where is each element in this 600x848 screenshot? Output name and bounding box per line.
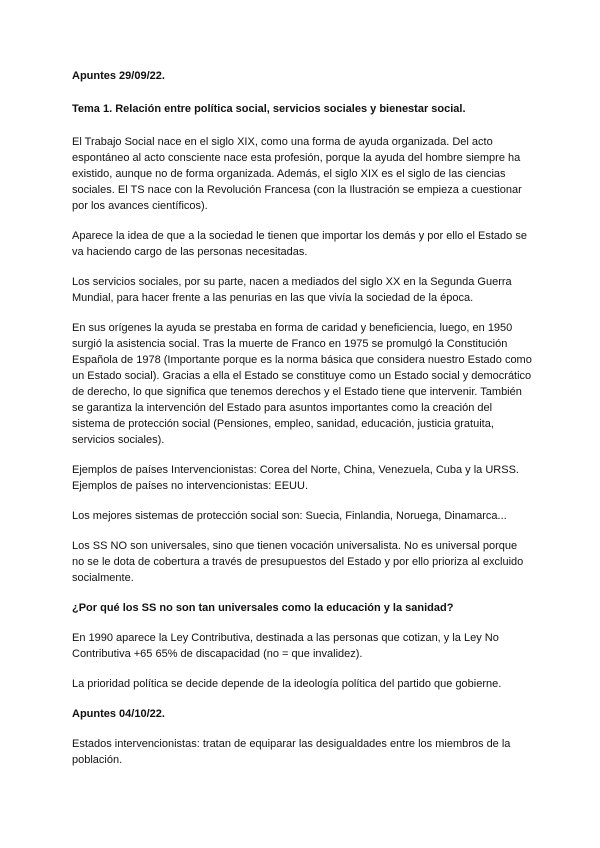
- paragraph-origin-social-work: El Trabajo Social nace en el siglo XIX, como una forma de ayuda organizada. Del acto espontáneo al acto consciente nace esta profesión, porque la ayuda del hombre siempre ha existido, aunque no de forma organizada. Además, el siglo XIX es el siglo de las ciencias sociales. El TS nace con la Revolución Francesa (con la Ilustración se empieza a cuestionar por los avances científicos).: [72, 136, 522, 212]
- date-heading-2: Apuntes 04/10/22.: [72, 708, 165, 720]
- topic-heading: Tema 1. Relación entre política social, servicios sociales y bienestar social.: [72, 103, 466, 115]
- paragraph-interventionist-states: Estados intervencionistas: tratan de equiparar las desigualdades entre los miembros de la población.: [72, 738, 511, 766]
- paragraph-state-responsibility: Aparece la idea de que a la sociedad le tienen que importar los demás y por ello el Estado se va haciendo cargo de las personas necesitadas.: [72, 230, 527, 258]
- paragraph-political-priority: La prioridad política se decide depende de la ideología política del partido que gobierne.: [72, 678, 502, 690]
- date-heading-1: Apuntes 29/09/22.: [72, 70, 165, 82]
- paragraph-country-examples: Ejemplos de países Intervencionistas: Corea del Norte, China, Venezuela, Cuba y la URSS. Ejemplos de países no intervencionistas: EEUU.: [72, 464, 519, 492]
- paragraph-laws-1990: En 1990 aparece la Ley Contributiva, destinada a las personas que cotizan, y la Ley No Contributiva +65 65% de discapacidad (no = que invalidez).: [72, 632, 499, 660]
- paragraph-not-universal: Los SS NO son universales, sino que tienen vocación universalista. No es universal porque no se le dota de cobertura a través de presupuestos del Estado y por ello prioriza al excluido socialmente.: [72, 540, 524, 584]
- paragraph-best-systems: Los mejores sistemas de protección social son: Suecia, Finlandia, Noruega, Dinamarca...: [72, 510, 507, 522]
- document-page: [72, 68, 532, 768]
- question-heading: ¿Por qué los SS no son tan universales como la educación y la sanidad?: [72, 602, 454, 614]
- paragraph-social-services-origin: Los servicios sociales, por su parte, nacen a mediados del siglo XX en la Segunda Guerra Mundial, para hacer frente a las penurias en las que vivía la sociedad de la época.: [72, 276, 512, 304]
- paragraph-history-constitution: En sus orígenes la ayuda se prestaba en forma de caridad y beneficiencia, luego, en 1950 surgió la asistencia social. Tras la muerte de Franco en 1975 se promulgó la Constitución Española de 1978 (Importante porque es la norma básica que considera nuestro Estado como un Estado social). Gracias a ella el Estado se constituye como un Estado social y democrático de derecho, lo que significa que tenemos derechos y el Estado tiene que intervenir. También se garantiza la intervención del Estado para asuntos importantes como la creación del sistema de protección social (Pensiones, empleo, sanidad, educación, justicia gratuita, servicios sociales).: [72, 322, 532, 446]
